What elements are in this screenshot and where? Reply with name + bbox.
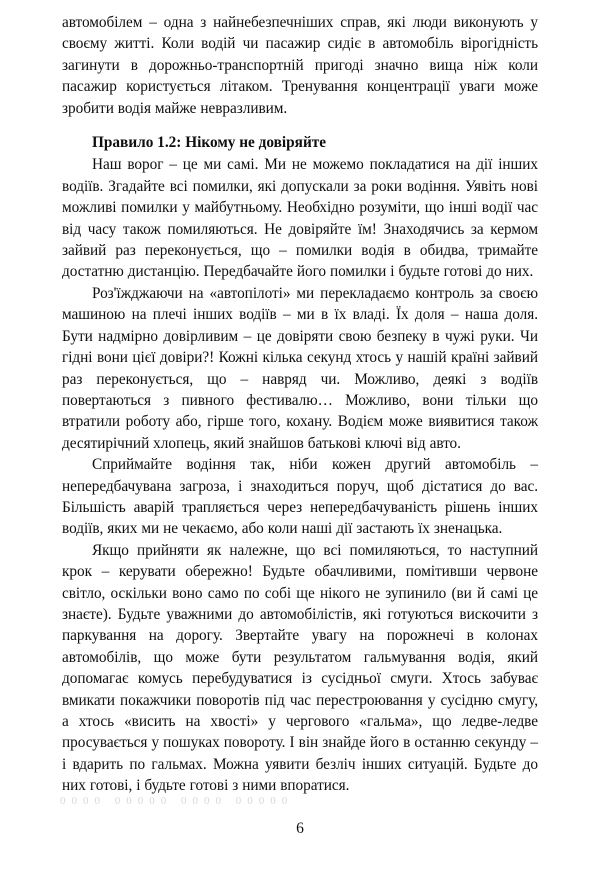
paragraph: Роз'їжджаючи на «автопілоті» ми перекладаємо контроль за своєю машиною на плечі інших водіїв – ми в їх владі. Їх доля – наша доля. Бути надмірно довірливим – це довіряти свою безпеку в чужі руки. Чи гідні вони цієї довіри?! Кожні кілька секунд хтось у нашій країні зайвий раз переконується, що – навряд чи. Можливо, деякі з водіїв повертаються з пивного фестивалю… Можливо, вони тільки що втратили роботу або, гірше того, кохану. Водієм може виявитися також десятирічний хлопець, який знайшов батькові ключі від авто. xyxy=(62,284,538,452)
spacer xyxy=(62,119,538,132)
page-text-column xyxy=(62,12,538,797)
paragraph: Сприймайте водіння так, ніби кожен другий автомобіль – непередбачувана загроза, і знаходиться поруч, щоб дістатися до вас. Більшість аварій трапляється через непередбачуваність рішень інших водіїв, яких ми не чекаємо, або коли наші дії застають їх зненацька. xyxy=(62,456,538,538)
paragraph-continuation: автомобілем – одна з найнебезпечніших справ, які люди виконують у своєму житті. Коли водій чи пасажир сидіє в автомобіль вірогідність загинути в дорожньо-транспортній пригоді значно вища ніж коли пасажир користується літаком. Тренування концентрації уваги може зробити водія майже невразливим. xyxy=(62,14,538,117)
scan-showthrough-artifact: 0000 00000 0000 00000 xyxy=(60,795,294,807)
paragraph: Якщо прийняти як належне, що всі помиляються, то наступний крок – керувати обережно! Будьте обачливими, помітивши червоне світло, оскільки воно само по собі ще нікого не зупинило (ви й самі це знаєте). Будьте уважними до автомобілістів, які готуються вискочити з паркування на дорогу. Звертайте увагу на порожнечі в колонах автомобілів, що може бути результатом гальмування водія, який допомагає комусь перебудуватися із сусідньої смуги. Хтось забуває вмикати покажчики поворотів під час перестроювання у сусідню смугу, а хтось «висить на хвості» у чергового «гальма», що ледве-ледве просувається у пошуках повороту. І він знайде його в останню секунду – і вдарить по гальмах. Можна уявити безліч інших ситуацій. Будьте до них готові, і будьте готові з ними впоратися. xyxy=(62,541,538,795)
paragraph: Наш ворог – це ми самі. Ми не можемо покладатися на дії інших водіїв. Згадайте всі помилки, які допускали за роки водіння. Уявіть нові можливі помилки у майбутньому. Необхідно розуміти, що інші водії час від часу також помиляються. Не довіряйте їм! Знаходячись за кермом зайвий раз переконується, що – помилки водія в обидва, тримайте достатню дистанцію. Передбачайте його помилки і будьте готові до них. xyxy=(62,156,538,281)
rule-heading: Правило 1.2: Нікому не довіряйте xyxy=(92,134,327,152)
page-number: 6 xyxy=(296,820,304,837)
